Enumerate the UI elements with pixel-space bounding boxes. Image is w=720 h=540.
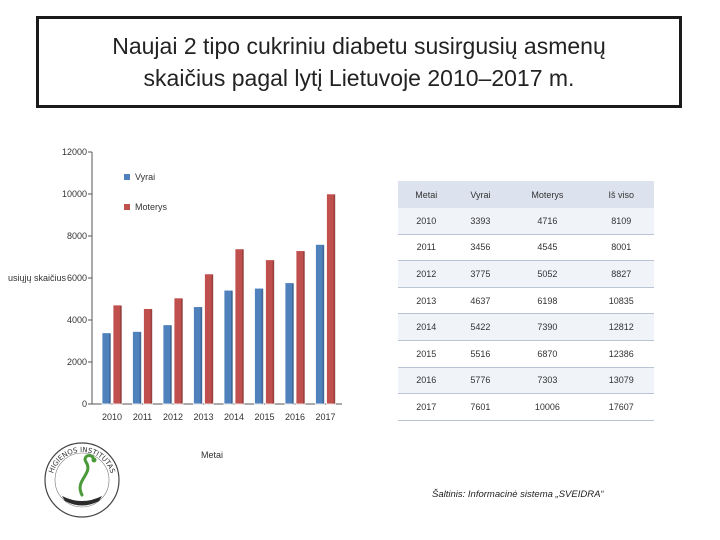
bar-chart	[0, 140, 395, 475]
table-cell: 5776	[455, 367, 507, 394]
bar-shade	[151, 310, 153, 404]
table-cell: 5052	[506, 261, 588, 288]
table-header-total: Iš viso	[588, 181, 654, 208]
bar-shade	[170, 326, 172, 404]
data-table	[398, 181, 654, 421]
table-cell: 6198	[506, 287, 588, 314]
x-tick-label: 2013	[193, 412, 214, 422]
table-header-women: Moterys	[506, 181, 588, 208]
table-cell: 8109	[588, 208, 654, 234]
legend-label: Vyrai	[135, 172, 156, 182]
legend-swatch	[124, 174, 130, 180]
source-note: Šaltinis: Informacinė sistema „SVEIDRA“	[432, 489, 604, 500]
table-cell: 2014	[398, 314, 455, 341]
x-tick-label: 2014	[223, 412, 245, 422]
table-row	[398, 234, 654, 261]
table-cell: 6870	[506, 340, 588, 367]
table-cell: 2010	[398, 208, 455, 234]
bar-shade	[181, 299, 183, 404]
logo-text: HIGIENOS INSTITUTAS	[47, 445, 117, 475]
bar-shade	[212, 275, 214, 404]
bar-shade	[120, 306, 122, 404]
x-tick-label: 2010	[101, 412, 123, 422]
table-header-row	[398, 181, 654, 208]
y-axis-label: usiųjų skaičius	[7, 273, 66, 283]
institute-seal-icon	[42, 440, 122, 520]
table-cell: 10835	[588, 287, 654, 314]
table-cell: 12812	[588, 314, 654, 341]
table-row	[398, 208, 654, 234]
table-cell: 2011	[398, 234, 455, 261]
table-header-men: Vyrai	[455, 181, 507, 208]
bar-shade	[242, 250, 244, 404]
table-cell: 8827	[588, 261, 654, 288]
bar-shade	[140, 332, 142, 404]
title-box	[36, 16, 682, 108]
table-row	[398, 287, 654, 314]
table-row	[398, 314, 654, 341]
bar-shade	[231, 291, 233, 404]
table-cell: 3775	[455, 261, 507, 288]
table-cell: 3456	[455, 234, 507, 261]
y-tick-label: 6000	[66, 273, 87, 283]
table-row	[398, 394, 654, 421]
bar-shade	[273, 261, 275, 404]
bar-shade	[334, 195, 336, 404]
table-cell: 5422	[455, 314, 507, 341]
x-tick-label: 2011	[132, 412, 153, 422]
table-row	[398, 367, 654, 394]
table-cell: 4716	[506, 208, 588, 234]
table-cell: 2016	[398, 367, 455, 394]
legend-label: Moterys	[135, 202, 168, 212]
table-cell: 7390	[506, 314, 588, 341]
y-tick-label: 12000	[61, 147, 87, 157]
table-cell: 5516	[455, 340, 507, 367]
table-row	[398, 261, 654, 288]
x-axis-label: Metai	[200, 450, 224, 460]
table-cell: 4545	[506, 234, 588, 261]
table-cell: 2012	[398, 261, 455, 288]
table-cell: 8001	[588, 234, 654, 261]
table-cell: 13079	[588, 367, 654, 394]
x-tick-label: 2012	[162, 412, 184, 422]
y-tick-label: 8000	[66, 231, 87, 241]
chart-title-line-1: Naujai 2 tipo cukriniu diabetu susirgusių asmenų	[112, 33, 606, 59]
bar-shade	[262, 289, 264, 404]
table-cell: 2013	[398, 287, 455, 314]
table-header-year: Metai	[398, 181, 455, 208]
y-tick-label: 4000	[66, 315, 87, 325]
bar-shade	[292, 284, 294, 404]
table-cell: 4637	[455, 287, 507, 314]
chart-title-line-2: skaičius pagal lytį Lietuvoje 2010–2017 m.	[143, 65, 575, 91]
legend-swatch	[124, 204, 130, 210]
bar-shade	[323, 245, 325, 404]
table-cell: 17607	[588, 394, 654, 421]
table-cell: 2017	[398, 394, 455, 421]
y-tick-label: 0	[81, 399, 87, 409]
y-tick-label: 2000	[66, 357, 87, 367]
table-cell: 3393	[455, 208, 507, 234]
table-cell: 2015	[398, 340, 455, 367]
bar-shade	[303, 252, 305, 404]
table-row	[398, 340, 654, 367]
x-tick-label: 2015	[254, 412, 275, 422]
bar-shade	[201, 308, 203, 404]
table-cell: 7303	[506, 367, 588, 394]
bar-shade	[109, 334, 111, 404]
x-tick-label: 2016	[284, 412, 306, 422]
x-tick-label: 2017	[315, 412, 336, 422]
table-cell: 7601	[455, 394, 507, 421]
table-cell: 12386	[588, 340, 654, 367]
y-tick-label: 10000	[61, 189, 87, 199]
table-cell: 10006	[506, 394, 588, 421]
